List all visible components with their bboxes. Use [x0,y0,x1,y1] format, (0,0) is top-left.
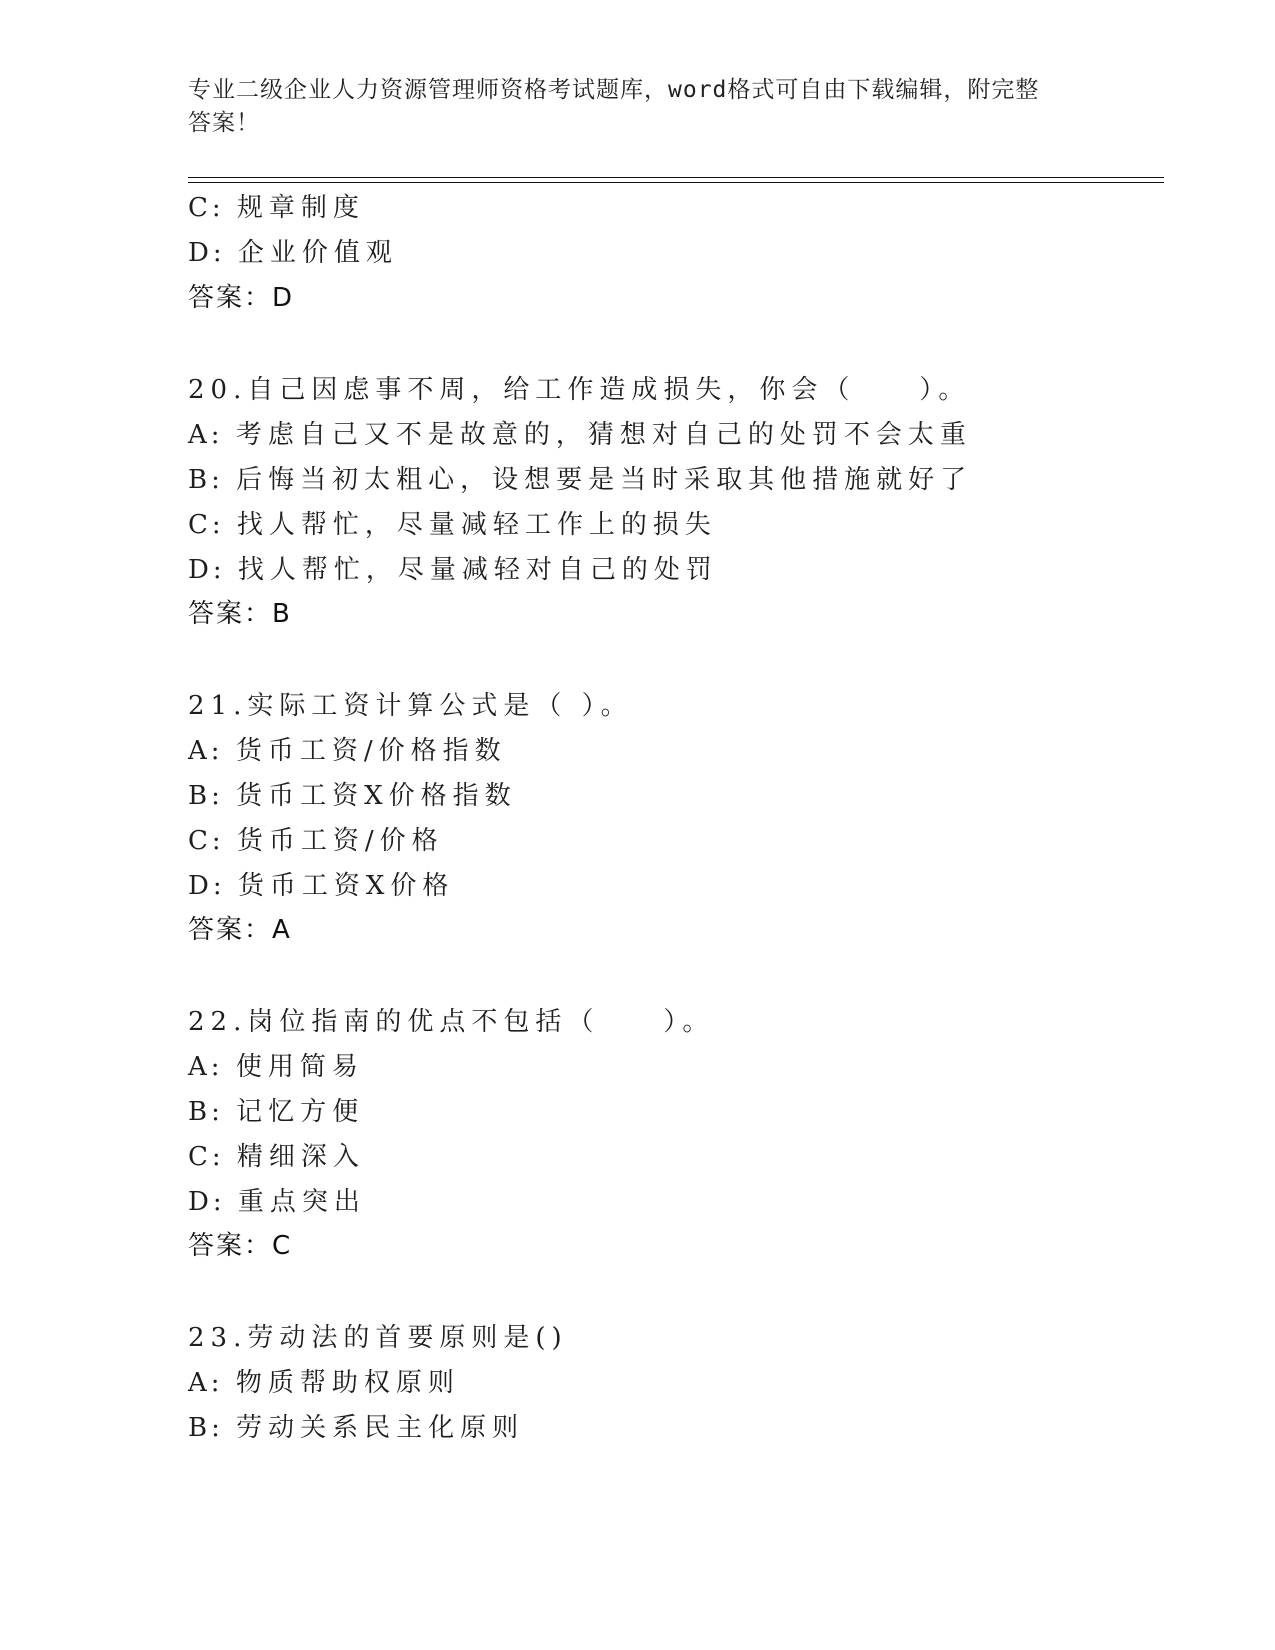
option-text: 记忆方便 [236,1097,365,1127]
option-text: 劳动关系民主化原则 [236,1413,525,1443]
q23-question [188,1322,568,1354]
option-label: C: [188,826,225,856]
q22-option-d [188,1186,366,1218]
question-text: 21.实际工资计算公式是（ ）。 [188,691,633,721]
question-text: 22.岗位指南的优点不包括（ ）。 [188,1007,715,1037]
option-label: D: [188,238,226,268]
option-text: 物质帮助权原则 [235,1368,460,1398]
q22-option-c [188,1141,365,1173]
option-text: 考虑自己又不是故意的，猜想对自己的处罚不会太重 [235,420,972,450]
q23-option-b [188,1412,524,1444]
q22-option-a [188,1051,364,1083]
q19-answer: 答案：D [188,283,295,313]
option-text: 货币工资X价格 [237,871,455,901]
q19-option-c [188,192,365,224]
option-label: A: [188,1368,224,1398]
q23-option-a [188,1367,460,1399]
q19-option-d [188,237,398,269]
q21-question [188,690,633,722]
q20-option-d [188,554,718,586]
header-line-1: 专业二级企业人力资源管理师资格考试题库，word格式可自由下载编辑，附完整 [188,77,1040,103]
option-label: D: [188,1187,226,1217]
option-label: B: [188,1413,224,1443]
page-header [188,74,1078,140]
option-text: 货币工资X价格指数 [236,781,517,811]
q20-option-c [188,509,717,541]
header-divider-top [188,177,1164,178]
q20-option-a [188,419,972,451]
option-text: 找人帮忙，尽量减轻对自己的处罚 [237,555,718,585]
question-text: 23.劳动法的首要原则是() [188,1323,568,1353]
q20-question [188,374,970,406]
option-text: 使用简易 [235,1052,364,1082]
option-text: 后悔当初太粗心，设想要是当时采取其他措施就好了 [236,465,973,495]
q21-option-d [188,870,454,902]
option-label: B: [188,465,224,495]
option-label: A: [188,1052,224,1082]
question-text: 20.自己因虑事不周，给工作造成损失，你会（ ）。 [188,375,971,405]
option-text: 重点突出 [237,1187,366,1217]
option-label: C: [188,1142,225,1172]
option-text: 精细深入 [236,1142,365,1172]
q21-option-c [188,825,444,857]
option-label: A: [188,420,224,450]
option-text: 货币工资/价格指数 [235,736,507,766]
q22-question [188,1006,714,1038]
q21-option-b [188,780,517,812]
option-text: 规章制度 [236,193,365,223]
option-label: C: [188,193,225,223]
q22-option-b [188,1096,364,1128]
option-label: A: [188,736,224,766]
header-line-2: 答案！ [188,110,260,136]
q22-answer: 答案：C [188,1231,293,1261]
option-label: D: [188,871,226,901]
option-label: B: [188,1097,224,1127]
option-text: 找人帮忙，尽量减轻工作上的损失 [236,510,717,540]
option-text: 货币工资/价格 [236,826,444,856]
q21-option-a [188,735,507,767]
q20-answer: 答案：B [188,599,292,629]
header-divider-bottom [188,182,1164,183]
option-text: 企业价值观 [237,238,398,268]
q20-option-b [188,464,972,496]
option-label: B: [188,781,224,811]
option-label: C: [188,510,225,540]
option-label: D: [188,555,226,585]
q21-answer: 答案：A [188,915,292,945]
